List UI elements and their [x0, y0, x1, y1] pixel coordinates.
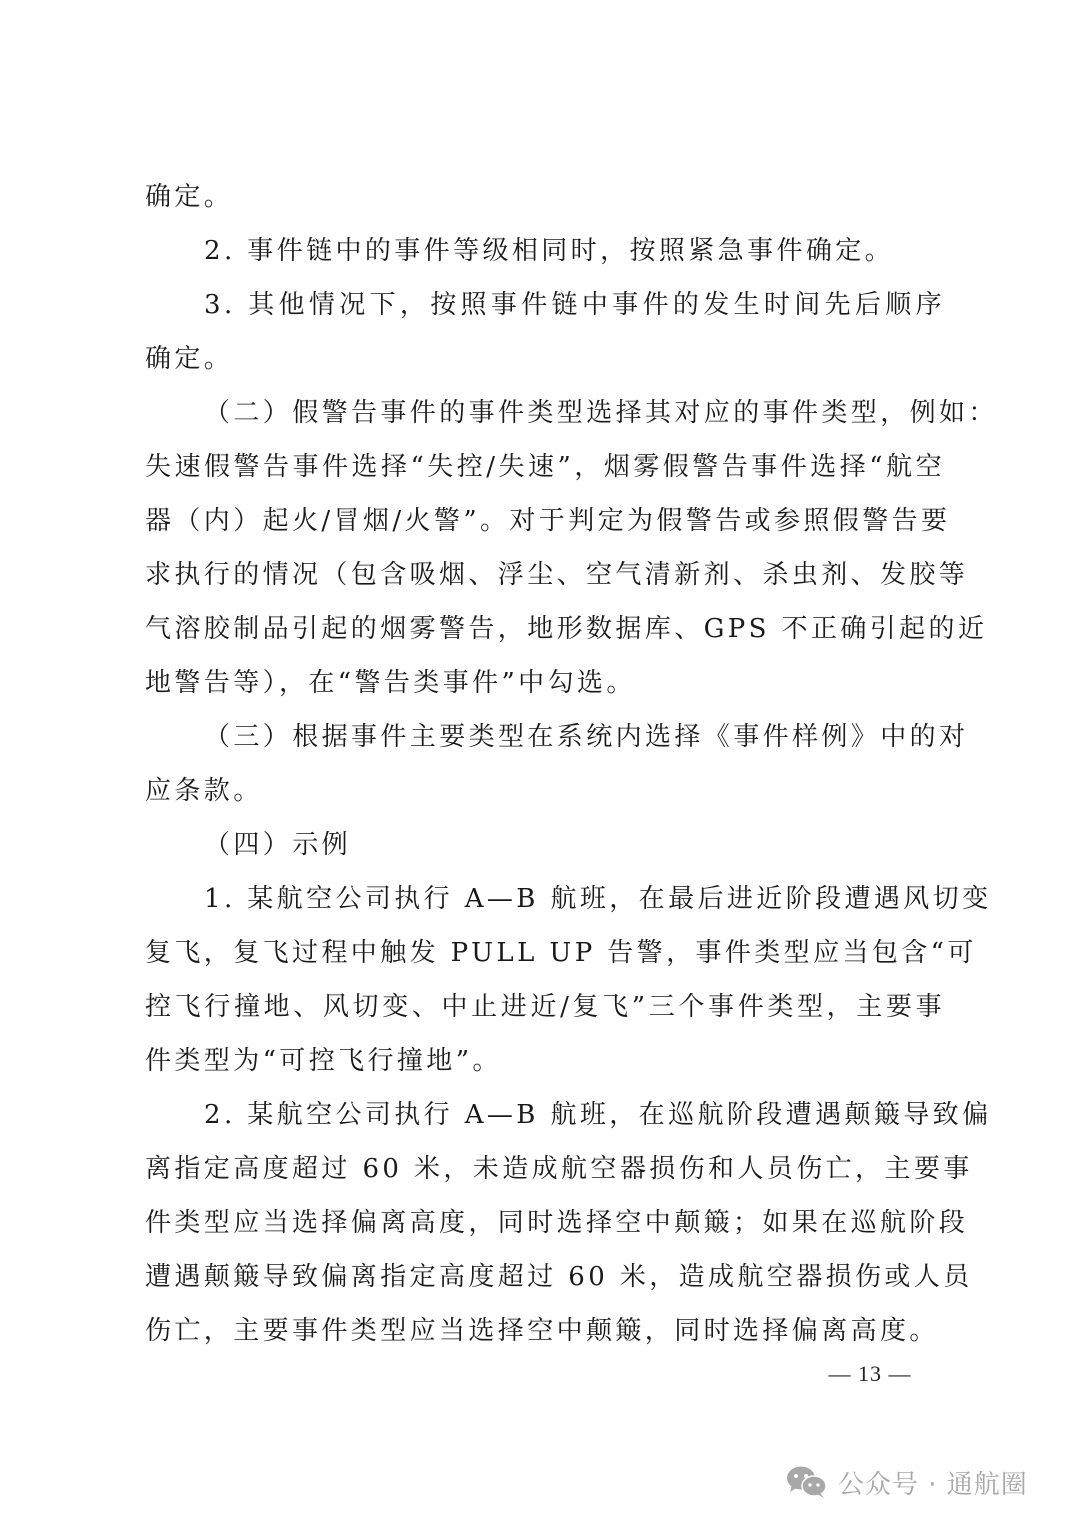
text-line: 2. 事件链中的事件等级相同时，按照紧急事件确定。: [204, 236, 895, 266]
watermark: [786, 1462, 1028, 1502]
text-line: （四）示例: [204, 830, 352, 860]
text-line: 1. 某航空公司执行 A—B 航班，在最后进近阶段遭遇风切变: [204, 884, 992, 914]
text-line: 伤亡，主要事件类型应当选择空中颠簸，同时选择偏离高度。: [145, 1316, 939, 1346]
text-line: 件类型为“可控飞行撞地”。: [145, 1046, 502, 1076]
text-line: 确定。: [145, 344, 234, 374]
text-line: 确定。: [145, 182, 234, 212]
text-line: 气溶胶制品引起的烟雾警告，地形数据库、GPS 不正确引起的近: [145, 614, 988, 644]
text-line: （二）假警告事件的事件类型选择其对应的事件类型，例如：: [204, 398, 998, 428]
text-line: 地警告等），在“警告类事件”中勾选。: [145, 668, 636, 698]
page-number: — 13 —: [828, 1361, 912, 1386]
text-line: 3. 其他情况下，按照事件链中事件的发生时间先后顺序: [204, 290, 945, 320]
text-line: 器（内）起火/冒烟/火警”。对于判定为假警告或参照假警告要: [145, 506, 951, 536]
text-line: 件类型应当选择偏离高度，同时选择空中颠簸；如果在巡航阶段: [145, 1208, 969, 1238]
text-line: 复飞，复飞过程中触发 PULL UP 告警，事件类型应当包含“可: [145, 938, 977, 968]
text-line: 失速假警告事件选择“失控/失速”，烟雾假警告事件选择“航空: [145, 452, 945, 482]
text-line: 离指定高度超过 60 米，未造成航空器损伤和人员伤亡，主要事: [145, 1154, 973, 1184]
text-line: 2. 某航空公司执行 A—B 航班，在巡航阶段遭遇颠簸导致偏: [204, 1100, 992, 1130]
text-line: （三）根据事件主要类型在系统内选择《事件样例》中的对: [204, 722, 969, 752]
text-line: 求执行的情况（包含吸烟、浮尘、空气清新剂、杀虫剂、发胶等: [145, 560, 969, 590]
watermark-text: 公众号 · 通航圈: [838, 1469, 1028, 1500]
text-line: 应条款。: [145, 776, 263, 806]
text-line: 遭遇颠簸导致偏离指定高度超过 60 米，造成航空器损伤或人员: [145, 1262, 973, 1292]
wechat-icon: [786, 1465, 828, 1499]
text-line: 控飞行撞地、风切变、中止进近/复飞”三个事件类型，主要事: [145, 992, 945, 1022]
